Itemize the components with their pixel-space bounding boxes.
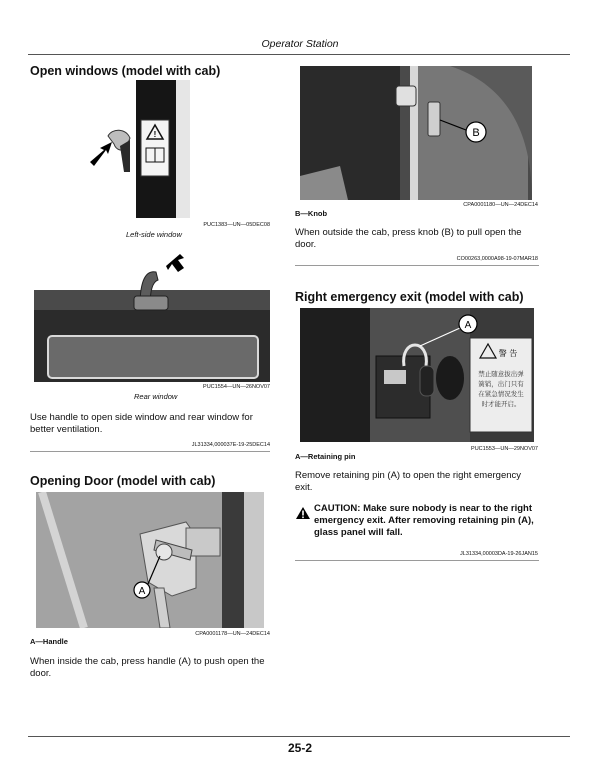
figure-caption-rear-window: Rear window (134, 392, 178, 401)
figure-ref-rear-window: PUC1554—UN—26NOV07 (203, 384, 270, 390)
opening-door-body: When inside the cab, press handle (A) to push open the door. (30, 656, 265, 679)
rear-window-figure (34, 250, 270, 382)
emergency-exit-body: Remove retaining pin (A) to open the right emergency exit. (295, 470, 522, 493)
section-title-emergency-exit: Right emergency exit (model with cab) (295, 290, 524, 304)
svg-text:!: ! (153, 130, 157, 139)
section-divider (295, 265, 539, 266)
figure-caption-left-side-window: Left-side window (126, 230, 182, 239)
running-header: Operator Station (261, 38, 339, 50)
figure-ref-left-side-window: PUC1383—UN—05DEC08 (203, 222, 270, 228)
section-divider (30, 451, 270, 452)
door-handle-figure (36, 492, 264, 628)
knob-figure (300, 66, 532, 200)
caution-triangle-icon (295, 506, 311, 520)
figure-caption-retaining-pin: A—Retaining pin (295, 452, 356, 461)
page-number: 25-2 (287, 741, 313, 755)
open-windows-body: Use handle to open side window and rear window for better ventilation. (30, 412, 253, 435)
footer-rule (28, 736, 570, 737)
section-title-open-windows: Open windows (model with cab) (30, 64, 221, 78)
figure-ref-knob: CPA0001180—UN—24DEC14 (463, 202, 538, 208)
figure-label-a-exit: A (464, 320, 472, 331)
figure-ref-door-handle: CPA0001178—UN—24DEC14 (195, 631, 270, 637)
figure-ref-emergency-exit: PUC1553—UN—29NOV07 (471, 446, 538, 452)
section-title-opening-door: Opening Door (model with cab) (30, 474, 216, 488)
header-rule (28, 54, 570, 55)
doc-ref-emergency-exit: JL31334,00003DA-19-26JAN15 (460, 551, 538, 557)
decal-line-2: 簧销，出门只有 (478, 380, 524, 388)
decal-line-4: 时才能开启。 (481, 400, 521, 408)
decal-line-1: 禁止随意拔出弹 (478, 370, 524, 378)
caution-message: CAUTION: Make sure nobody is near to the right emergency exit. After removing retaining pin (A), glass panel will fall. (314, 503, 534, 538)
figure-label-a-door: A (138, 586, 146, 597)
decal-title: 警 告 (498, 349, 518, 358)
emergency-exit-figure (300, 308, 534, 442)
doc-ref-knob: CO00263,0000A98-19-07MAR18 (456, 256, 538, 262)
figure-label-b-knob: B (472, 127, 480, 139)
section-divider (295, 560, 539, 561)
left-side-window-figure (86, 80, 190, 218)
doc-ref-open-windows: JL31334,000037E-19-25DEC14 (191, 442, 270, 448)
knob-body: When outside the cab, press knob (B) to pull open the door. (295, 227, 522, 250)
decal-line-3: 在紧急情况发生 (478, 390, 524, 398)
figure-caption-door-handle: A—Handle (30, 637, 68, 646)
figure-caption-knob: B—Knob (295, 209, 328, 218)
